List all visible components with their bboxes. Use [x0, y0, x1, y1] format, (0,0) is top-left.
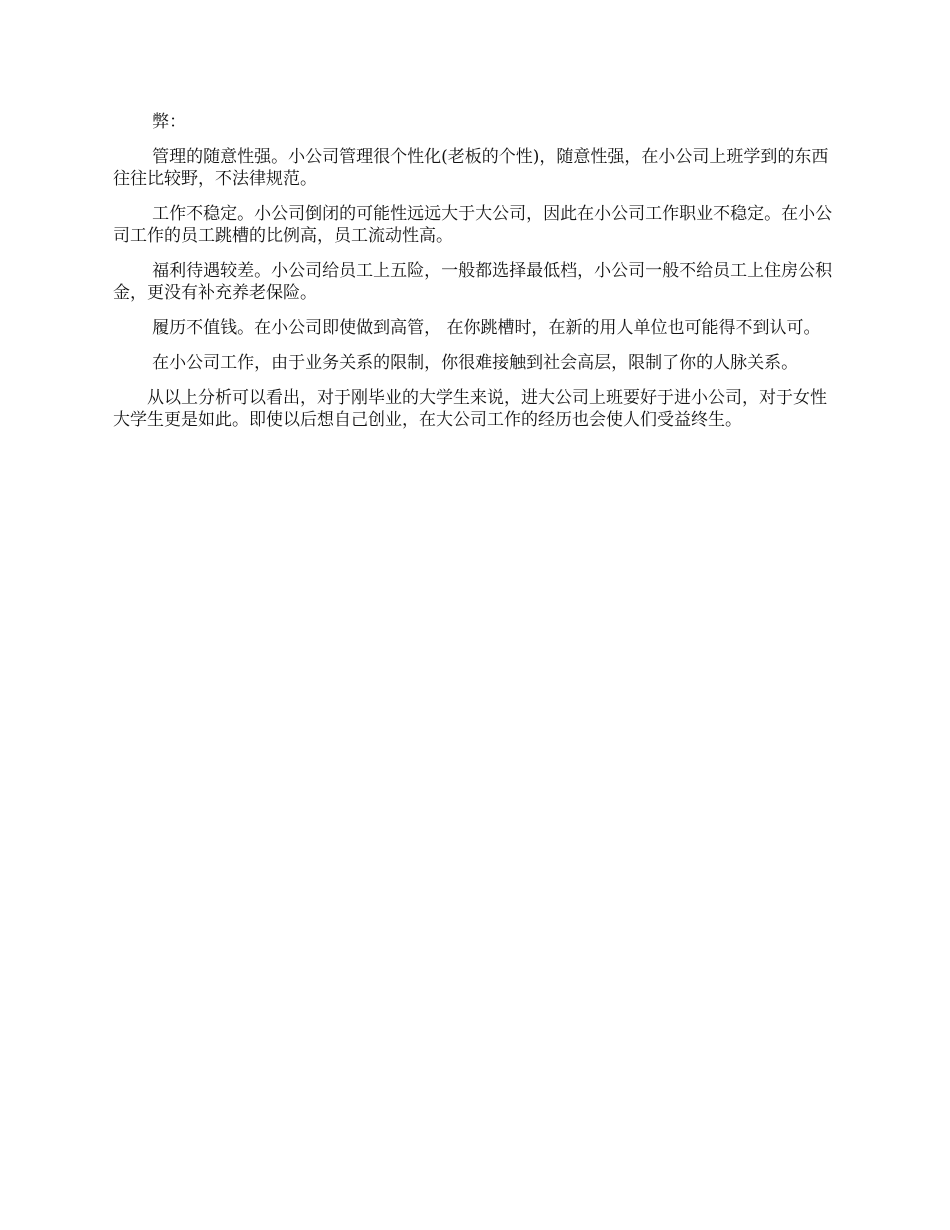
paragraph-network: 在小公司工作，由于业务关系的限制，你很难接触到社会高层，限制了你的人脉关系。: [152, 353, 799, 373]
paragraph-benefits: 福利待遇较差。小公司给员工上五险，一般都选择最低档，小公司一般不给员工上住房公积金，更没有补充养老保险。: [113, 261, 833, 303]
paragraph-resume: 履历不值钱。在小公司即使做到高管， 在你跳槽时，在新的用人单位也可能得不到认可。: [152, 318, 821, 338]
section-heading: 弊：: [152, 112, 187, 132]
paragraph-conclusion: 从以上分析可以看出，对于刚毕业的大学生来说，进大公司上班要好于进小公司，对于女性大学生更是如此。即使以后想自己创业，在大公司工作的经历也会使人们受益终生。: [113, 388, 827, 430]
document-body: [113, 111, 840, 444]
paragraph-stability: 工作不稳定。小公司倒闭的可能性远远大于大公司，因此在小公司工作职业不稳定。在小公司工作的员工跳槽的比例高，员工流动性高。: [113, 204, 833, 246]
paragraph-management: 管理的随意性强。小公司管理很个性化(老板的个性)，随意性强，在小公司上班学到的东西往往比较野，不法律规范。: [113, 147, 829, 189]
